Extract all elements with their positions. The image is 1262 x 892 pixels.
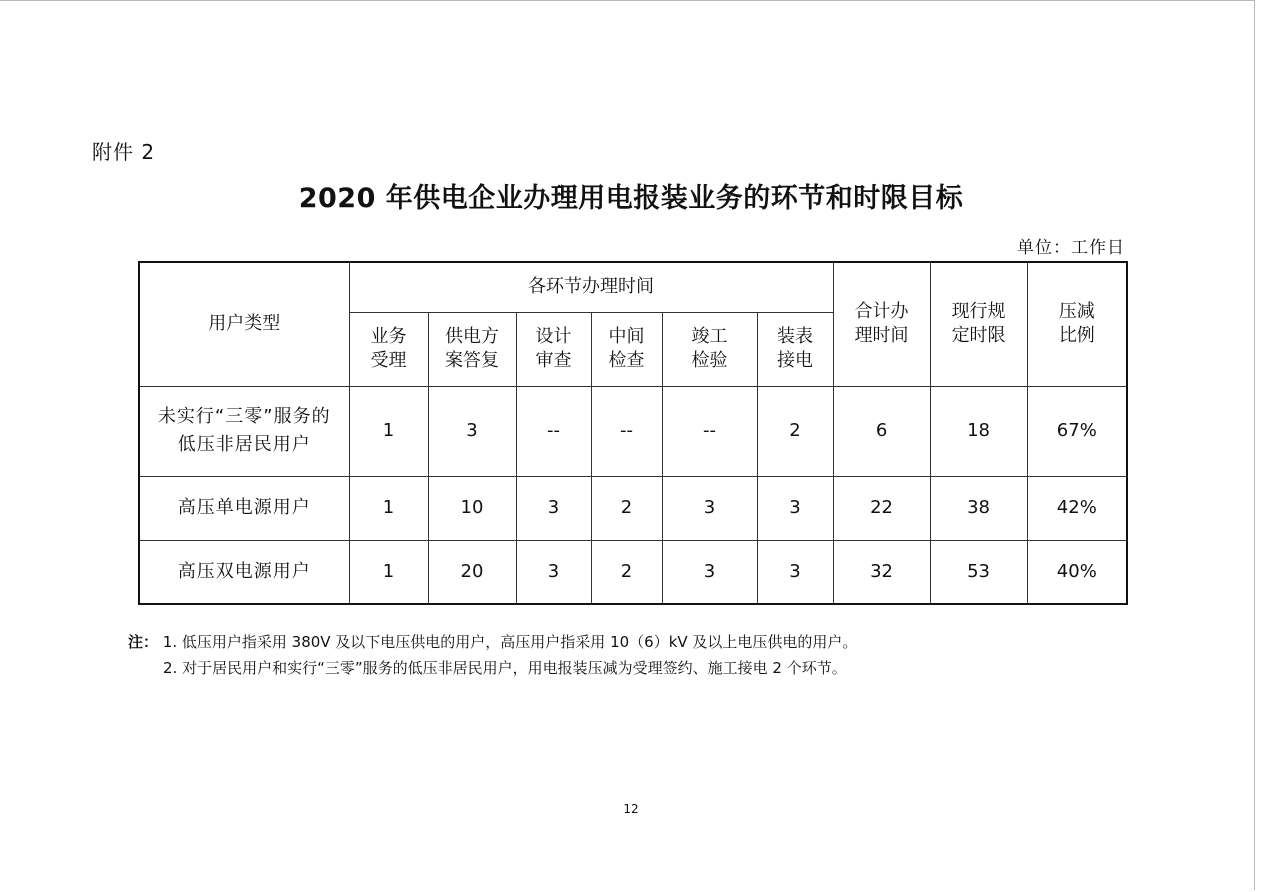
- header-current-line2: 定时限: [951, 325, 1006, 347]
- cell-total: 32: [833, 540, 930, 604]
- stage-header-line2: 接电: [777, 350, 814, 371]
- cell-user-type: [139, 386, 349, 476]
- note-1-text: 1. 低压用户指采用 380V 及以下电压供电的用户，高压用户指采用 10（6）kV 及以上电压供电的用户。: [162, 633, 858, 651]
- notes-section: [128, 629, 857, 681]
- document-title: 2020 年供电企业办理用电报装业务的环节和时限目标: [298, 183, 964, 214]
- table-row: [139, 540, 1127, 604]
- cell-total: 6: [833, 386, 930, 476]
- header-stage-midterm-check: [591, 312, 662, 386]
- attachment-label: 附件 2: [92, 140, 156, 164]
- table-row: [139, 476, 1127, 540]
- cell-current-limit: 18: [930, 386, 1027, 476]
- header-stage-supply-plan: [428, 312, 516, 386]
- user-type-line1: 未实行“三零”服务的: [157, 406, 331, 427]
- header-reduction-line2: 比例: [1058, 325, 1095, 347]
- notes-label: 注：: [128, 633, 159, 651]
- stage-header-line1: 中间: [608, 326, 645, 347]
- cell-stage-value: --: [516, 386, 591, 476]
- header-current-line1: 现行规: [951, 301, 1006, 323]
- header-stage-completion-inspection: [662, 312, 757, 386]
- time-limit-table: [138, 261, 1128, 605]
- cell-stage-value: 1: [349, 476, 428, 540]
- stage-header-line1: 竣工: [691, 326, 728, 347]
- note-2-text: 2. 对于居民用户和实行“三零”服务的低压非居民用户，用电报装压减为受理签约、施工接电 2 个环节。: [163, 659, 847, 677]
- header-current-limit: [930, 262, 1027, 386]
- header-user-type: 用户类型: [139, 262, 349, 386]
- header-reduction-line1: 压减: [1058, 301, 1095, 323]
- header-stage-design-review: [516, 312, 591, 386]
- cell-stage-value: 1: [349, 540, 428, 604]
- cell-user-type: 高压双电源用户: [139, 540, 349, 604]
- cell-stage-value: 3: [757, 540, 833, 604]
- note-2: [128, 655, 857, 681]
- header-stage-meter-connection: [757, 312, 833, 386]
- cell-stage-value: 3: [428, 386, 516, 476]
- header-reduction: [1027, 262, 1127, 386]
- cell-stage-value: 3: [662, 540, 757, 604]
- stage-header-line1: 装表: [777, 326, 814, 347]
- stage-header-line1: 供电方: [445, 326, 499, 347]
- note-1: [128, 629, 857, 655]
- cell-reduction: 42%: [1027, 476, 1127, 540]
- unit-label: 单位：工作日: [1017, 238, 1125, 258]
- cell-current-limit: 53: [930, 540, 1027, 604]
- cell-stage-value: --: [591, 386, 662, 476]
- cell-stage-value: 2: [757, 386, 833, 476]
- header-total-line2: 理时间: [854, 325, 909, 347]
- cell-stage-value: 3: [516, 476, 591, 540]
- stage-header-line1: 设计: [535, 326, 572, 347]
- cell-stage-value: 2: [591, 476, 662, 540]
- cell-stage-value: 2: [591, 540, 662, 604]
- header-stage-acceptance: [349, 312, 428, 386]
- cell-reduction: 40%: [1027, 540, 1127, 604]
- cell-stage-value: 10: [428, 476, 516, 540]
- stage-header-line2: 检验: [691, 350, 728, 371]
- stage-header-line2: 案答复: [445, 350, 499, 371]
- cell-stage-value: --: [662, 386, 757, 476]
- cell-stage-value: 1: [349, 386, 428, 476]
- header-stage-group: 各环节办理时间: [349, 262, 833, 312]
- header-total-line1: 合计办: [854, 301, 909, 323]
- cell-stage-value: 3: [662, 476, 757, 540]
- stage-header-line1: 业务: [370, 326, 407, 347]
- cell-user-type: 高压单电源用户: [139, 476, 349, 540]
- user-type-line2: 低压非居民用户: [177, 434, 311, 455]
- cell-stage-value: 3: [516, 540, 591, 604]
- cell-total: 22: [833, 476, 930, 540]
- stage-header-line2: 受理: [370, 350, 407, 371]
- stage-header-line2: 审查: [535, 350, 572, 371]
- cell-reduction: 67%: [1027, 386, 1127, 476]
- cell-current-limit: 38: [930, 476, 1027, 540]
- cell-stage-value: 20: [428, 540, 516, 604]
- page-number: 12: [623, 802, 639, 816]
- header-total-time: [833, 262, 930, 386]
- table-row: [139, 386, 1127, 476]
- cell-stage-value: 3: [757, 476, 833, 540]
- stage-header-line2: 检查: [608, 350, 645, 371]
